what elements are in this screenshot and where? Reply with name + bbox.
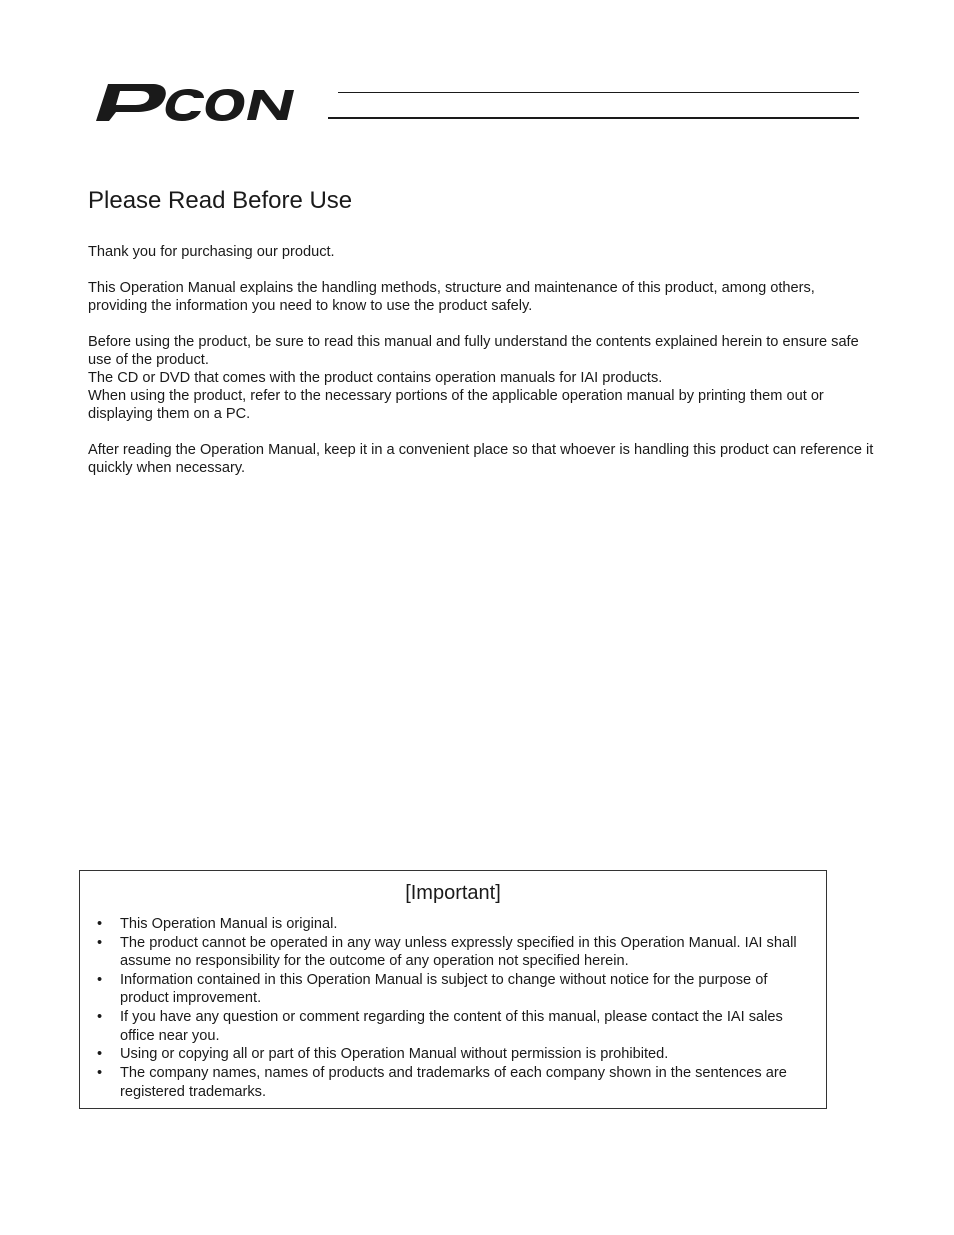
bullet-icon: • <box>97 934 103 951</box>
list-item: • This Operation Manual is original. <box>97 916 338 932</box>
header-rule-thick <box>328 117 859 119</box>
pcon-logo <box>94 78 334 124</box>
list-item: • If you have any question or comment regarding the content of this manual, please contact the IAI sales office near you. <box>97 1009 783 1044</box>
intro-text <box>88 243 878 477</box>
important-notice-box <box>79 870 827 1109</box>
bullet-icon: • <box>97 916 103 932</box>
paragraph-thanks: Thank you for purchasing our product. <box>88 244 335 260</box>
list-item: • The company names, names of products and trademarks of each company shown in the sentences are registered trademarks. <box>97 1065 787 1100</box>
bullet-icon: • <box>97 1046 103 1063</box>
list-item: • Information contained in this Operation Manual is subject to change without notice for the purpose of product improvement. <box>97 972 768 1007</box>
bullet-icon: • <box>97 1065 103 1082</box>
page-header <box>94 78 860 124</box>
bullet-icon: • <box>97 972 103 988</box>
paragraph-read-before-use: Before using the product, be sure to read this manual and fully understand the contents explained herein to ensure safe use of the product. <box>88 334 859 368</box>
page-title: Please Read Before Use <box>88 187 353 214</box>
important-title: [Important] <box>405 882 501 904</box>
paragraph-keep-manual: After reading the Operation Manual, keep it in a convenient place so that whoever is handling this product can reference it quickly when necessary. <box>88 442 874 476</box>
paragraph-manual-purpose: This Operation Manual explains the handling methods, structure and maintenance of this product, among others, providing the information you need to know to use the product safely. <box>88 280 815 314</box>
list-item: • Using or copying all or part of this Operation Manual without permission is prohibited. <box>97 1046 669 1063</box>
list-item: • The product cannot be operated in any way unless expressly specified in this Operation Manual. IAI shall assume no responsibility for the outcome of any operation not specified herein. <box>97 934 797 970</box>
important-list <box>80 915 826 1101</box>
bullet-icon: • <box>97 1009 103 1026</box>
paragraph-print-or-display: When using the product, refer to the necessary portions of the applicable operation manual by printing them out or displaying them on a PC. <box>88 388 824 422</box>
paragraph-cd-dvd: The CD or DVD that comes with the product contains operation manuals for IAI products. <box>88 370 663 386</box>
header-rule-thin <box>338 92 859 93</box>
